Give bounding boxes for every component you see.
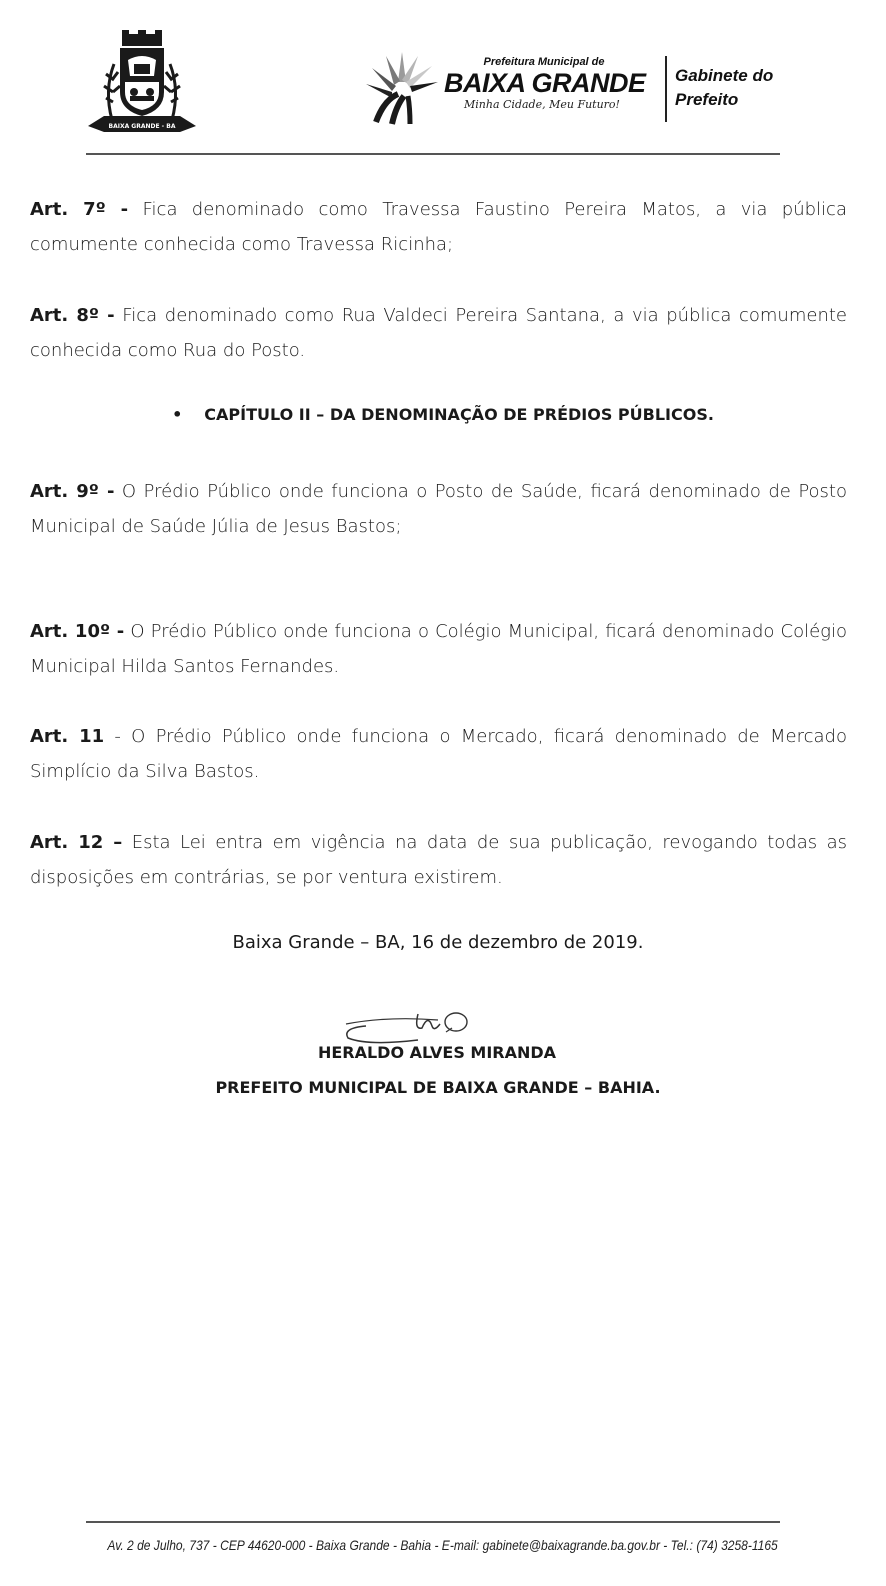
article-9 (30, 474, 847, 544)
footer-divider (86, 1521, 780, 1523)
coat-of-arms-icon (84, 30, 200, 136)
header-divider (86, 153, 780, 155)
article-label: Art. 7º - (30, 199, 129, 220)
brand-name: BAIXA GRANDE (444, 68, 646, 98)
cabinet-line-2: Prefeito (675, 90, 739, 109)
dateline: Baixa Grande – BA, 16 de dezembro de 2019. (232, 932, 644, 953)
article-10 (30, 614, 847, 684)
article-text: Fica denominado como Travessa Faustino Pereira Matos, a via pública comumente conhecida como Travessa Ricinha; (30, 199, 847, 255)
article-label: Art. 12 – (30, 832, 123, 853)
cabinet-label (675, 64, 773, 112)
article-11 (30, 719, 847, 789)
article-7 (30, 192, 847, 262)
brand-block (444, 56, 664, 111)
brand-prefix: Prefeitura Municipal de (483, 56, 605, 68)
cabinet-line-1: Gabinete do (675, 66, 774, 85)
article-text: O Prédio Público onde funciona o Posto de Saúde, ficará denominado de Posto Municipal de Saúde Júlia de Jesus Bastos; (30, 481, 847, 537)
signatory-name: HERALDO ALVES MIRANDA (317, 1043, 557, 1062)
chapter-heading: • CAPÍTULO II – DA DENOMINAÇÃO DE PRÉDIOS PÚBLICOS. (172, 405, 714, 424)
article-text: - O Prédio Público onde funciona o Mercado, ficará denominado de Mercado Simplício da Silva Bastos. (30, 726, 847, 782)
signature-icon (338, 1008, 488, 1048)
header-separator (665, 56, 667, 122)
article-text: O Prédio Público onde funciona o Colégio Municipal, ficará denominado Colégio Municipal Hilda Santos Fernandes. (30, 621, 847, 677)
article-label: Art. 11 (30, 726, 105, 747)
svg-text:BAIXA GRANDE - BA: BAIXA GRANDE - BA (108, 123, 176, 130)
baixa-grande-logo-icon (362, 48, 442, 128)
article-label: Art. 9º - (30, 481, 115, 502)
article-text: Fica denominado como Rua Valdeci Pereira Santana, a via pública comumente conhecida como Rua do Posto. (30, 305, 847, 361)
article-8 (30, 298, 847, 368)
article-label: Art. 8º - (30, 305, 115, 326)
article-12 (30, 825, 847, 895)
footer-contact: Av. 2 de Julho, 737 - CEP 44620-000 - Baixa Grande - Bahia - E-mail: gabinete@baixagrande.ba.gov.br - Tel.: (74) 3258-1165 (107, 1537, 778, 1553)
bullet-icon: • (172, 405, 183, 424)
article-text: Esta Lei entra em vigência na data de sua publicação, revogando todas as disposições em contrárias, se por ventura existirem. (30, 832, 847, 888)
article-label: Art. 10º - (30, 621, 125, 642)
brand-slogan: Minha Cidade, Meu Futuro! (464, 98, 620, 111)
signatory-title: PREFEITO MUNICIPAL DE BAIXA GRANDE – BAHIA. (215, 1078, 661, 1097)
